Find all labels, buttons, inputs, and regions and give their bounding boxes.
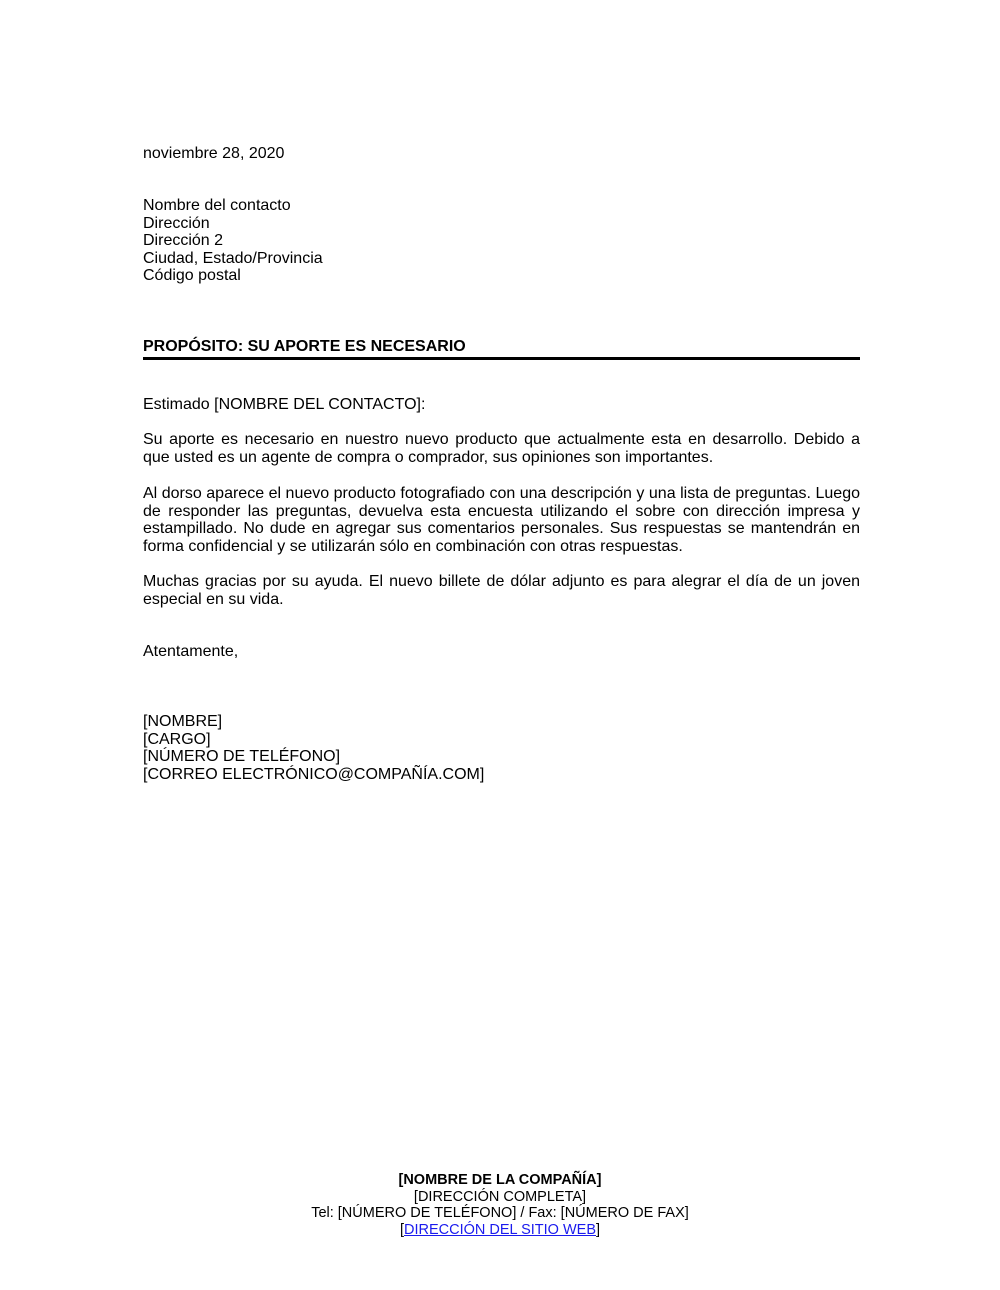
website-bracket-open: [ <box>399 1221 404 1238</box>
footer-address: [DIRECCIÓN COMPLETA] <box>413 1188 587 1205</box>
footer-contact: Tel: [NÚMERO DE TELÉFONO] / Fax: [NÚMERO DE FAX] <box>311 1205 689 1221</box>
website-link[interactable]: DIRECCIÓN DEL SITIO WEB <box>403 1221 596 1238</box>
recipient-address-line-2: Dirección 2 <box>143 232 224 250</box>
recipient-city-state: Ciudad, Estado/Provincia <box>143 249 323 267</box>
salutation: Estimado [NOMBRE DEL CONTACTO]: <box>143 396 426 413</box>
website-bracket-close: ] <box>596 1221 601 1238</box>
footer-company-name: [NOMBRE DE LA COMPAÑÍA] <box>398 1172 602 1188</box>
body-paragraph-2: Al dorso aparece el nuevo producto fotografiado con una descripción y una lista de preguntas. Luego de responder las preguntas, devuelva esta encuesta utilizando el sobre con dirección impresa y estampillado. No dude en agregar sus comentarios personales. Sus respuestas se mantendrán en forma confidencial y se utilizarán sólo en combinación con otras respuestas. <box>143 485 860 555</box>
company-footer <box>0 1172 1000 1238</box>
closing: Atentamente, <box>143 643 239 660</box>
recipient-address-line-1: Dirección <box>143 214 210 232</box>
subject-heading: PROPÓSITO: SU APORTE ES NECESARIO <box>143 338 860 360</box>
footer-website <box>0 1222 1000 1239</box>
signature-name: [NOMBRE] <box>143 713 223 730</box>
recipient-address <box>143 197 860 285</box>
body-paragraph-3: Muchas gracias por su ayuda. El nuevo billete de dólar adjunto es para alegrar el día de un joven especial en su vida. <box>143 573 860 608</box>
body-paragraph-1: Su aporte es necesario en nuestro nuevo producto que actualmente esta en desarrollo. Debido a que usted es un agente de compra o comprador, sus opiniones son importantes. <box>143 431 860 466</box>
signature-title: [CARGO] <box>143 730 211 748</box>
recipient-name: Nombre del contacto <box>143 197 291 214</box>
signature-block <box>143 713 860 783</box>
signature-phone: [NÚMERO DE TELÉFONO] <box>143 748 341 766</box>
recipient-postal-code: Código postal <box>143 267 241 285</box>
signature-email: [CORREO ELECTRÓNICO@COMPAÑÍA.COM] <box>143 765 485 783</box>
letter-date: noviembre 28, 2020 <box>143 145 285 162</box>
